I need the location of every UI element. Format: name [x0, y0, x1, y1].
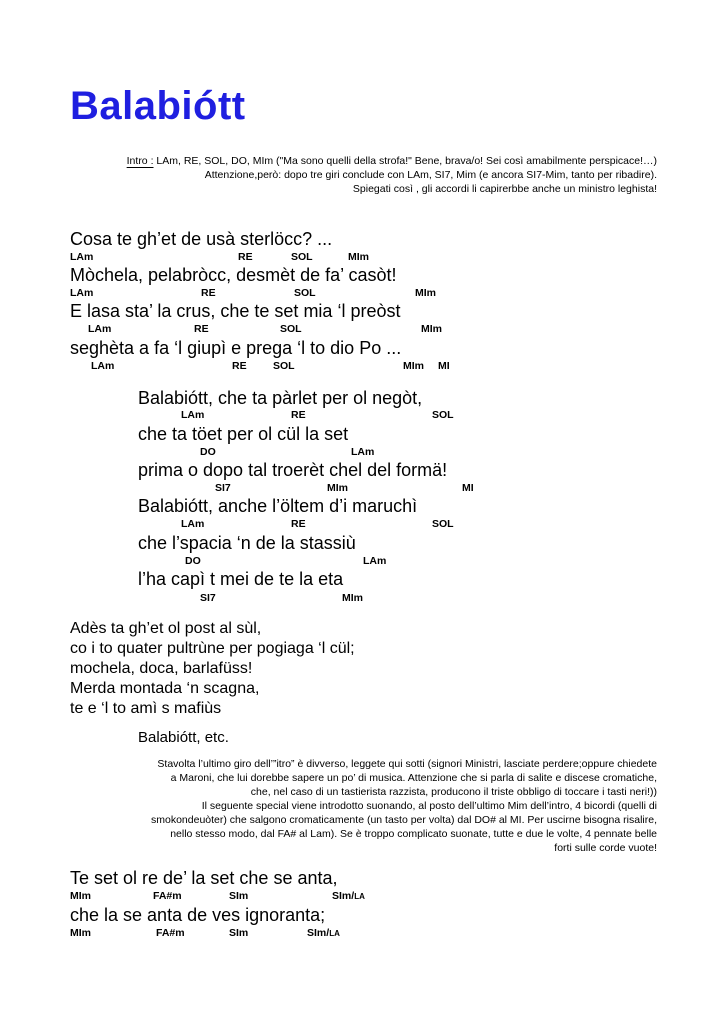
chord: MI — [438, 360, 450, 372]
chord: SI7 — [215, 482, 231, 494]
chord: LAm — [181, 518, 205, 530]
chord: MIm — [70, 927, 91, 939]
note-line-7: forti sulle corde vuote! — [554, 842, 657, 854]
chorus-repeat: Balabiótt, etc. — [138, 729, 229, 746]
intro-text-1: LAm, RE, SOL, DO, MIm ("Ma sono quelli della strofa!" Bene, brava/o! Sei così amabilmente perspicace!…) — [153, 155, 657, 167]
chord-bass: LA — [329, 929, 340, 938]
verse1-line-4: seghèta a fa ‘l giupì e prega ‘l to dio Po ... — [70, 338, 402, 358]
chorus-line-5: che l’spacia ‘n de la stassiù — [138, 533, 356, 553]
chord: MIm — [327, 482, 348, 494]
chord: SOL — [280, 323, 302, 335]
chord: RE — [238, 251, 253, 263]
chord — [332, 890, 365, 902]
chord: SOL — [273, 360, 295, 372]
chord: SOL — [432, 409, 454, 421]
verse2-line-3: mochela, doca, barlafüss! — [70, 660, 253, 677]
verse1-line-1: Cosa te gh’et de usà sterlöcc? ... — [70, 229, 333, 249]
verse2-line-2: co i to quater pultrùne per pogiaga ‘l cül; — [70, 640, 355, 657]
chord: RE — [291, 518, 306, 530]
chorus-line-4: Balabiótt, anche l’öltem d’i maruchì — [138, 496, 418, 516]
chord-root: SIm/ — [332, 890, 355, 902]
verse2-line-4: Merda montada ‘n scagna, — [70, 680, 260, 697]
note-line-3: che, nel caso di un tastierista razzista, producono il triste obbligo di toccare i tasti neri!)) — [250, 786, 657, 798]
chord: LAm — [181, 409, 205, 421]
chorus-line-3: prima o dopo tal troerèt chel del formä! — [138, 460, 448, 480]
chord: FA#m — [153, 890, 182, 902]
chord: RE — [194, 323, 209, 335]
intro-line-3: Spiegati così , gli accordi li capirerbbe anche un ministro leghista! — [352, 183, 657, 195]
chord: LAm — [70, 251, 94, 263]
note-line-4: Il seguente special viene introdotto suonando, al posto dell’ultimo Mim dell’intro, 4 bicordi (quelli di — [201, 800, 657, 812]
chord: SOL — [291, 251, 313, 263]
special-line-2: che la se anta de ves ignoranta; — [70, 905, 326, 925]
chord: DO — [185, 555, 201, 567]
verse2-line-1: Adès ta gh’et ol post al sùl, — [70, 620, 262, 637]
intro-label: Intro : — [126, 155, 154, 167]
chord-bass: LA — [354, 892, 365, 901]
chord: MIm — [421, 323, 442, 335]
chord: LAm — [70, 287, 94, 299]
chord: SIm — [229, 890, 249, 902]
chord: SI7 — [200, 592, 216, 604]
verse1-line-3: E lasa sta’ la crus, che te set mia ‘l preòst — [70, 301, 401, 321]
verse1-line-2: Mòchela, pelabròcc, desmèt de fa’ casòt! — [70, 265, 397, 285]
chord: SOL — [294, 287, 316, 299]
intro-line-1 — [120, 154, 657, 168]
chord: MIm — [342, 592, 363, 604]
chord: LAm — [91, 360, 115, 372]
chord: MIm — [70, 890, 91, 902]
chord: LAm — [363, 555, 387, 567]
note-line-5: smokondeuòter) che salgono cromaticamente (un tasto per volta) dal DO# al MI. Per uscirne bisogna risalire, — [151, 814, 657, 826]
chord: RE — [201, 287, 216, 299]
song-title: Balabiótt — [70, 84, 246, 128]
chord: DO — [200, 446, 216, 458]
chord — [307, 927, 340, 939]
note-line-1: Stavolta l’ultimo giro dell’”itro” è divverso, leggete qui sotti (signori Ministri, lasciate perdere;oppure chiedete — [157, 758, 657, 770]
chord: LAm — [88, 323, 112, 335]
chorus-line-2: che ta töet per ol cül la set — [138, 424, 349, 444]
chord: RE — [232, 360, 247, 372]
note-line-6: nello stesso modo, dal FA# al Lam). Se è troppo complicato suonate, tutte e due le volte, 4 pennate belle — [170, 828, 657, 840]
chord: FA#m — [156, 927, 185, 939]
special-line-1: Te set ol re de’ la set che se anta, — [70, 868, 338, 888]
chord: LAm — [351, 446, 375, 458]
verse2-line-5: te e ‘l to amì s mafiùs — [70, 700, 222, 717]
chord: SOL — [432, 518, 454, 530]
chord-root: SIm/ — [307, 927, 330, 939]
chord: MIm — [415, 287, 436, 299]
chord: MIm — [403, 360, 424, 372]
chord: SIm — [229, 927, 249, 939]
intro-line-2: Attenzione,però: dopo tre giri conclude con LAm, SI7, Mim (e ancora SI7-Mim, tanto per ribadire). — [204, 169, 657, 181]
chorus-line-1: Balabiótt, che ta pàrlet per ol negòt, — [138, 388, 423, 408]
chorus-line-6: l’ha capì t mei de te la eta — [138, 569, 344, 589]
note-line-2: a Maroni, che lui dorebbe sapere un po’ di musica. Attenzione che si parla di salite e discese cromatiche, — [170, 772, 657, 784]
chord: MIm — [348, 251, 369, 263]
intro-notes — [120, 154, 657, 196]
chord: RE — [291, 409, 306, 421]
chord: MI — [462, 482, 474, 494]
